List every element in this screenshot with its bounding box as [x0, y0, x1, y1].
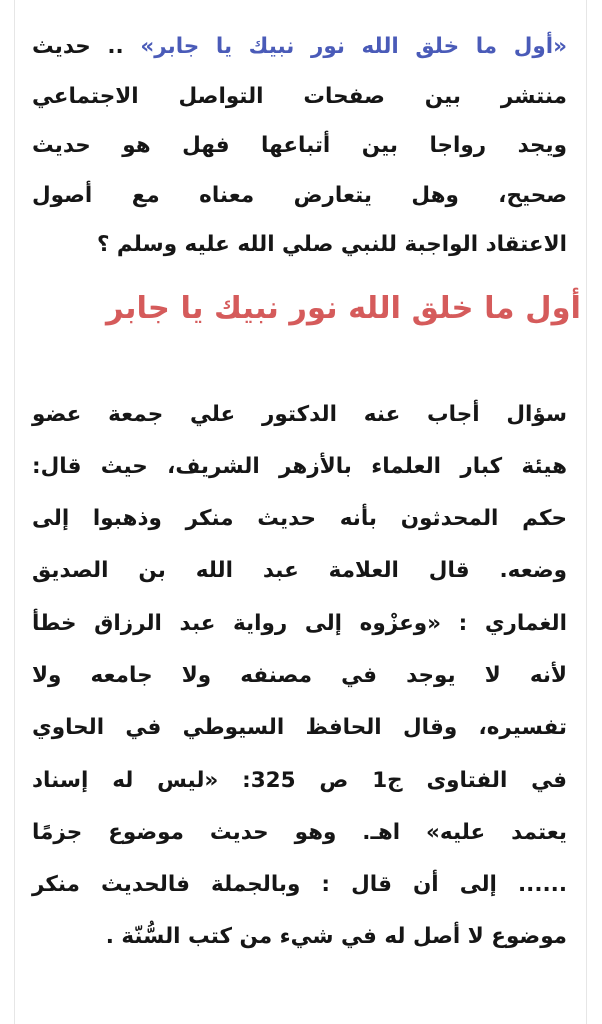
answer-paragraph — [32, 389, 567, 964]
intro-line: ويجد رواجا بين أتباعها فهل هو حديث — [32, 133, 567, 158]
intro-line: منتشر بين صفحات التواصل الاجتماعي — [32, 83, 567, 109]
answer-line: موضوع لا أصل له في شيء من كتب السُّنّة . — [105, 924, 567, 950]
hadith-quote: «أول ما خلق الله نور نبيك يا جابر» — [140, 34, 567, 59]
answer-line: الغماري : «وعزْوه إلى رواية عبد الرزاق خطأ — [32, 610, 567, 636]
article-body — [32, 22, 581, 964]
intro-line: صحيح، وهل يتعارض معناه مع أصول — [32, 182, 567, 208]
intro-paragraph — [32, 22, 567, 270]
article-headline: أول ما خلق الله نور نبيك يا جابر — [106, 290, 581, 326]
intro-line: الاعتقاد الواجبة للنبي صلي الله عليه وسلم ؟ — [96, 232, 567, 257]
answer-line: حكم المحدثون بأنه حديث منكر وذهبوا إلى — [32, 506, 567, 532]
answer-line: لأنه لا يوجد في مصنفه ولا جامعه ولا — [32, 662, 567, 688]
answer-line: في الفتاوى ج1 ص 325: «ليس له إسناد — [32, 767, 567, 793]
answer-line: وضعه. قال العلامة عبد الله بن الصديق — [32, 558, 567, 584]
intro-line-text: .. حديث — [32, 34, 141, 59]
answer-line: تفسيره، وقال الحافظ السيوطي في الحاوي — [32, 715, 567, 741]
intro-line — [32, 22, 567, 72]
answer-line: سؤال أجاب عنه الدكتور علي جمعة عضو — [32, 401, 567, 427]
answer-line: يعتمد عليه» اهـ. وهو حديث موضوع جزمًا — [32, 819, 567, 845]
answer-line: هيئة كبار العلماء بالأزهر الشريف، حيث قال: — [32, 453, 567, 479]
answer-line: ...... إلى أن قال : وبالجملة فالحديث منكر — [32, 872, 567, 898]
